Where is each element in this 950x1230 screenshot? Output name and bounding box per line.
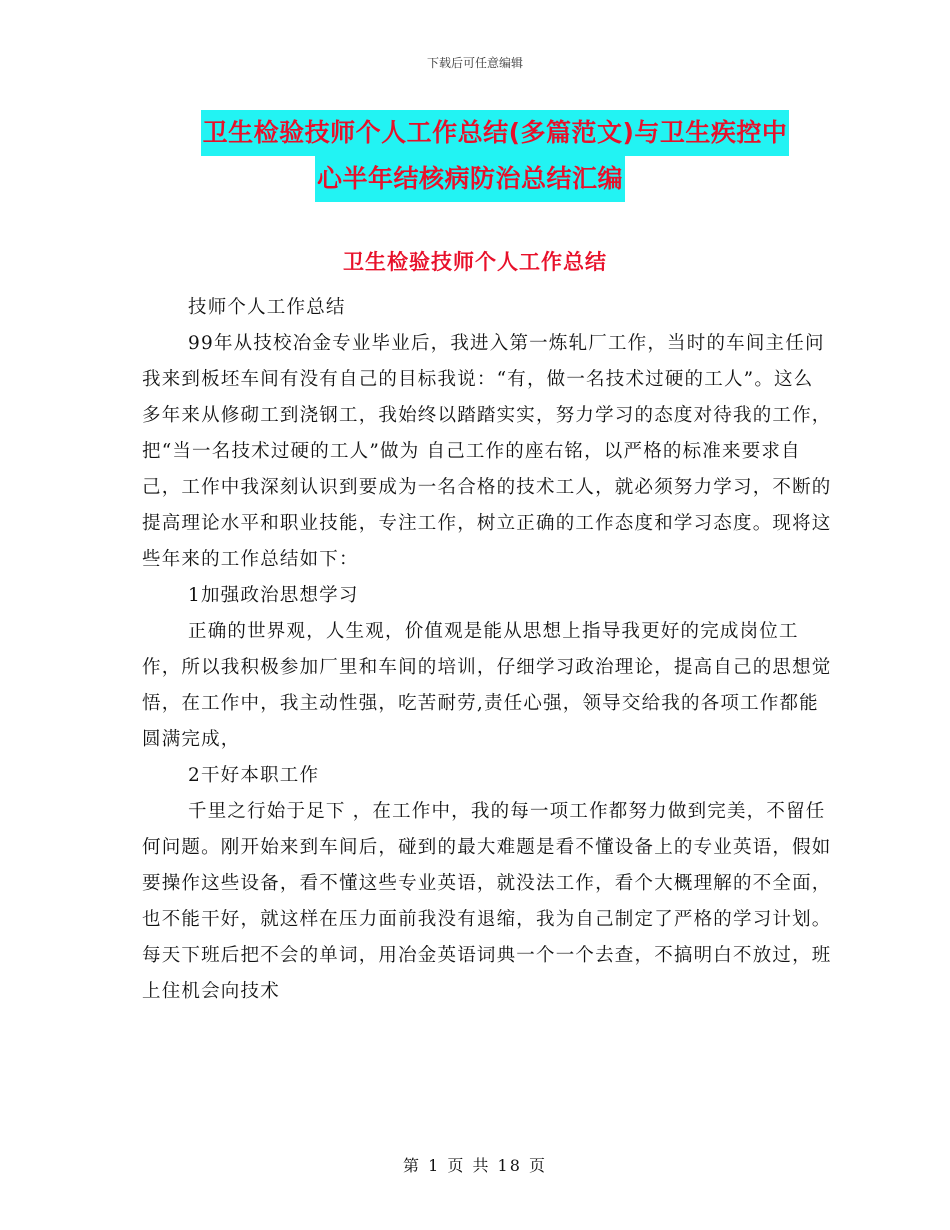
paragraph-politics: 正确的世界观，人生观，价值观是能从思想上指导我更好的完成岗位工作，所以我积极参加厂里和车间的培训，仔细学习政治理论，提高自己的思想觉悟，在工作中，我主动性强，吃苦耐劳,责任心强，领导交给我的各项工作都能圆满完成， [142, 621, 832, 750]
document-title-line-1: 卫生检验技师个人工作总结(多篇范文)与卫生疾控中 [201, 110, 790, 156]
section-title: 卫生检验技师个人工作总结 [343, 250, 607, 274]
paragraph-heading-2: 2干好本职工作 [188, 765, 320, 786]
document-title-line-2: 心半年结核病防治总结汇编 [315, 156, 625, 202]
paragraph-heading-1: 1加强政治思想学习 [188, 585, 359, 606]
document-title [0, 110, 950, 202]
paragraph-job: 千里之行始于足下 ，在工作中，我的每一项工作都努力做到完美，不留任何问题。刚开始来到车间后，碰到的最大难题是看不懂设备上的专业英语，假如要操作这些设备，看不懂这些专业英语，就没法工作，看个大概理解的不全面，也不能干好，就这样在压力面前我没有退缩，我为自己制定了严格的学习计划。每天下班后把不会的单词，用冶金英语词典一个一个去查，不搞明白不放过，班上住机会向技术 [142, 801, 832, 1002]
body-text [142, 290, 832, 1010]
page-footer: 第 1 页 共 18 页 [403, 1156, 547, 1175]
paragraph-subtitle: 技师个人工作总结 [188, 297, 346, 318]
header-note: 下载后可任意编辑 [426, 56, 523, 70]
paragraph-intro: 99年从技校冶金专业毕业后，我进入第一炼轧厂工作，当时的车间主任问我来到板坯车间有没有自己的目标我说：“有，做一名技术过硬的工人”。这么多年来从修砌工到浇钢工，我始终以踏踏实实，努力学习的态度对待我的工作，把“当一名技术过硬的工人”做为 自己工作的座右铭，以严格的标准来要求自己，工作中我深刻认识到要成为一名合格的技术工人，就必须努力学习，不断的提高理论水平和职业技能，专注工作，树立正确的工作态度和学习态度。现将这些年来的工作总结如下： [142, 333, 832, 570]
